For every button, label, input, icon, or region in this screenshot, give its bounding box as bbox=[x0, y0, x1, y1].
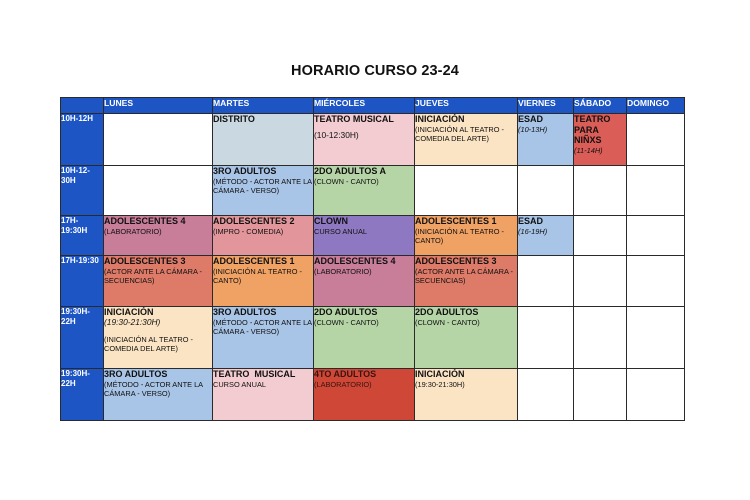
class-title: ESAD bbox=[518, 114, 544, 124]
class-title: ADOLESCENTES 1 bbox=[415, 216, 497, 226]
empty-cell bbox=[627, 114, 685, 166]
class-cell bbox=[213, 166, 314, 216]
empty-cell bbox=[627, 307, 685, 369]
class-cell bbox=[518, 114, 574, 166]
class-title: 3RO ADULTOS bbox=[213, 166, 277, 176]
empty-cell bbox=[104, 166, 213, 216]
empty-cell bbox=[415, 166, 518, 216]
class-title: TEATRO MUSICAL bbox=[314, 114, 394, 124]
class-description: CURSO ANUAL bbox=[314, 227, 367, 236]
class-cell bbox=[314, 166, 415, 216]
class-title: 3RO ADULTOS bbox=[213, 307, 277, 317]
day-header-sabado: SÁBADO bbox=[574, 98, 627, 114]
class-description: (INICIACIÓN AL TEATRO - COMEDIA DEL ARTE) bbox=[104, 335, 193, 354]
day-header-viernes: VIERNES bbox=[518, 98, 574, 114]
class-description: (ACTOR ANTE LA CÁMARA - SECUENCIAS) bbox=[415, 267, 514, 286]
class-title: ADOLESCENTES 3 bbox=[415, 256, 497, 266]
schedule-table bbox=[60, 97, 685, 421]
class-description: (CLOWN - CANTO) bbox=[314, 177, 379, 186]
class-description: (INICIACIÓN AL TEATRO - CANTO) bbox=[213, 267, 302, 286]
class-description: (INICIACIÓN AL TEATRO - CANTO) bbox=[415, 227, 504, 246]
empty-cell bbox=[518, 166, 574, 216]
empty-cell bbox=[627, 166, 685, 216]
class-cell bbox=[213, 114, 314, 166]
class-description: (MÉTODO - ACTOR ANTE LA CÁMARA - VERSO) bbox=[104, 380, 203, 399]
empty-cell bbox=[627, 369, 685, 421]
class-description: (IMPRO - COMEDIA) bbox=[213, 227, 284, 236]
class-title: ESAD bbox=[518, 216, 544, 226]
class-description: (LABORATORIO) bbox=[314, 380, 372, 389]
table-row bbox=[61, 166, 685, 216]
time-slot: 17H-19:30 bbox=[61, 256, 104, 307]
empty-cell bbox=[574, 256, 627, 307]
class-description: CURSO ANUAL bbox=[213, 380, 266, 389]
class-cell bbox=[314, 216, 415, 256]
class-cell bbox=[314, 256, 415, 307]
table-row bbox=[61, 307, 685, 369]
class-title: ADOLESCENTES 4 bbox=[104, 216, 186, 226]
class-cell bbox=[314, 369, 415, 421]
class-cell bbox=[104, 216, 213, 256]
class-title: ADOLESCENTES 4 bbox=[314, 256, 396, 266]
day-header-martes: MARTES bbox=[213, 98, 314, 114]
class-title: ADOLESCENTES 2 bbox=[213, 216, 295, 226]
class-title: 2DO ADULTOS A bbox=[314, 166, 387, 176]
class-description: (MÉTODO - ACTOR ANTE LA CÁMARA - VERSO) bbox=[213, 177, 312, 196]
class-schedule: (16-19H) bbox=[518, 227, 548, 236]
class-description: (CLOWN - CANTO) bbox=[415, 318, 480, 327]
class-title: CLOWN bbox=[314, 216, 348, 226]
class-title: INICIACIÓN bbox=[415, 369, 465, 379]
class-description: (LABORATORIO) bbox=[104, 227, 162, 236]
class-cell bbox=[104, 307, 213, 369]
header-row bbox=[61, 98, 685, 114]
class-description: (CLOWN - CANTO) bbox=[314, 318, 379, 327]
class-cell bbox=[415, 256, 518, 307]
class-cell bbox=[518, 216, 574, 256]
class-description: (LABORATORIO) bbox=[314, 267, 372, 276]
corner-cell bbox=[61, 98, 104, 114]
class-description: (19:30-21:30H) bbox=[415, 380, 465, 389]
day-header-miercoles: MIÉRCOLES bbox=[314, 98, 415, 114]
empty-cell bbox=[574, 166, 627, 216]
time-slot: 10H-12-30H bbox=[61, 166, 104, 216]
class-title: TEATRO MUSICAL bbox=[213, 369, 296, 379]
class-cell bbox=[314, 307, 415, 369]
empty-cell bbox=[518, 369, 574, 421]
class-description: (MÉTODO - ACTOR ANTE LA CÁMARA - VERSO) bbox=[213, 318, 312, 337]
day-header-lunes: LUNES bbox=[104, 98, 213, 114]
empty-cell bbox=[518, 307, 574, 369]
class-cell bbox=[415, 114, 518, 166]
class-title: 3RO ADULTOS bbox=[104, 369, 168, 379]
table-row bbox=[61, 216, 685, 256]
day-header-domingo: DOMINGO bbox=[627, 98, 685, 114]
empty-cell bbox=[627, 256, 685, 307]
table-row bbox=[61, 369, 685, 421]
class-cell bbox=[213, 307, 314, 369]
class-cell bbox=[415, 216, 518, 256]
time-slot: 19:30H-22H bbox=[61, 307, 104, 369]
class-title: 2DO ADULTOS bbox=[415, 307, 479, 317]
class-title: INICIACIÓN bbox=[415, 114, 465, 124]
day-header-jueves: JUEVES bbox=[415, 98, 518, 114]
table-row bbox=[61, 114, 685, 166]
class-title: TEATRO PARA NIÑXS bbox=[574, 114, 611, 145]
class-cell bbox=[104, 369, 213, 421]
class-cell bbox=[104, 256, 213, 307]
class-cell bbox=[213, 369, 314, 421]
time-slot: 10H-12H bbox=[61, 114, 104, 166]
table-row bbox=[61, 256, 685, 307]
time-slot: 17H-19:30H bbox=[61, 216, 104, 256]
class-description: (INICIACIÓN AL TEATRO - COMEDIA DEL ARTE) bbox=[415, 125, 504, 144]
class-schedule: (10-13H) bbox=[518, 125, 548, 134]
class-title: ADOLESCENTES 3 bbox=[104, 256, 186, 266]
class-cell bbox=[415, 369, 518, 421]
empty-cell bbox=[574, 216, 627, 256]
page-title: HORARIO CURSO 23-24 bbox=[291, 63, 459, 79]
class-title: INICIACIÓN bbox=[104, 307, 154, 317]
class-title: DISTRITO bbox=[213, 114, 255, 124]
class-cell bbox=[213, 256, 314, 307]
class-schedule: (10-12:30H) bbox=[314, 130, 359, 140]
empty-cell bbox=[627, 216, 685, 256]
empty-cell bbox=[574, 369, 627, 421]
class-description: (ACTOR ANTE LA CÁMARA - SECUENCIAS) bbox=[104, 267, 203, 286]
empty-cell bbox=[574, 307, 627, 369]
class-cell bbox=[314, 114, 415, 166]
class-title: 2DO ADULTOS bbox=[314, 307, 378, 317]
class-cell bbox=[415, 307, 518, 369]
class-cell bbox=[213, 216, 314, 256]
empty-cell bbox=[104, 114, 213, 166]
empty-cell bbox=[518, 256, 574, 307]
class-schedule: (19:30-21:30H) bbox=[104, 317, 161, 327]
class-title: 4TO ADULTOS bbox=[314, 369, 377, 379]
time-slot: 19:30H-22H bbox=[61, 369, 104, 421]
class-schedule: (11-14H) bbox=[574, 145, 603, 155]
class-cell bbox=[574, 114, 627, 166]
class-title: ADOLESCENTES 1 bbox=[213, 256, 295, 266]
